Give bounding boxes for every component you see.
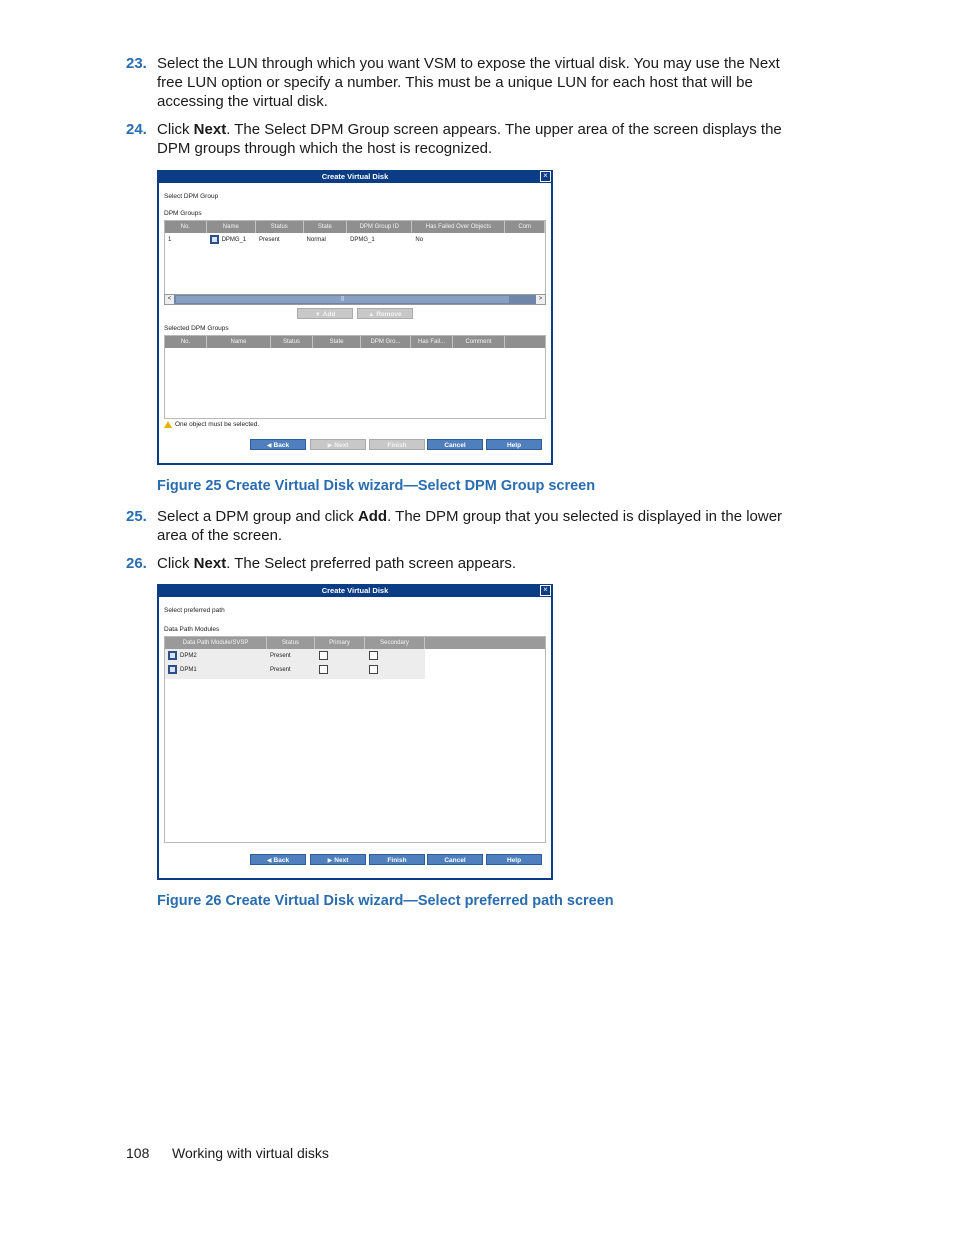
column-header[interactable]: State — [313, 336, 361, 348]
dpm-groups-table[interactable] — [164, 220, 546, 296]
arrow-down-icon: ▼ — [314, 312, 321, 318]
column-header[interactable]: Has Failed Over Objects — [412, 221, 505, 233]
finish-button[interactable]: Finish — [369, 439, 425, 450]
cell-state: Normal — [306, 237, 326, 243]
dialog-body — [159, 183, 551, 463]
primary-checkbox[interactable] — [319, 665, 328, 674]
column-header[interactable]: No. — [165, 336, 207, 348]
page-heading: Select preferred path — [164, 607, 225, 614]
table-row[interactable] — [165, 233, 545, 247]
help-button[interactable]: Help — [486, 854, 542, 865]
data-path-modules-table[interactable] — [164, 636, 546, 843]
close-icon[interactable]: × — [540, 585, 551, 596]
step-text: Click Next. The Select DPM Group screen appears. The upper area of the screen displays the DPM groups through which the host is recognized. — [157, 121, 782, 157]
table-row[interactable] — [165, 649, 545, 663]
column-header[interactable]: Data Path Module/SVSP — [165, 637, 267, 649]
scroll-right-icon[interactable]: > — [536, 295, 545, 304]
close-icon[interactable]: × — [540, 171, 551, 182]
page-footer — [126, 1145, 329, 1161]
secondary-checkbox[interactable] — [369, 651, 378, 660]
column-header[interactable]: Primary — [315, 637, 365, 649]
footer-section: Working with virtual disks — [172, 1145, 329, 1161]
cell-no: 1 — [168, 237, 172, 243]
selected-dpm-groups-table[interactable] — [164, 335, 546, 419]
step-26 — [126, 554, 796, 573]
cell-module: DPM2 — [165, 649, 267, 663]
scroll-thumb[interactable]: || — [176, 296, 509, 303]
cell-secondary — [365, 663, 425, 677]
arrow-left-icon: ◀ — [266, 858, 272, 864]
step-number: 24. — [126, 121, 147, 138]
step-23 — [126, 54, 796, 111]
next-button[interactable]: ▶ Next — [310, 439, 366, 450]
cell-group-id: DPMG_1 — [350, 237, 375, 243]
cell-status: Present — [259, 237, 280, 243]
step-number: 26. — [126, 555, 147, 572]
help-button[interactable]: Help — [486, 439, 542, 450]
column-header[interactable]: Comment — [453, 336, 505, 348]
cancel-button[interactable]: Cancel — [427, 439, 483, 450]
back-button[interactable]: ◀ Back — [250, 854, 306, 865]
column-header[interactable]: Status — [256, 221, 304, 233]
next-button[interactable]: ▶ Next — [310, 854, 366, 865]
dpm-groups-label: DPM Groups — [164, 210, 202, 217]
cancel-button[interactable]: Cancel — [427, 854, 483, 865]
arrow-right-icon: ▶ — [327, 858, 333, 864]
warning-icon — [164, 421, 172, 428]
column-header[interactable]: State — [304, 221, 348, 233]
primary-checkbox[interactable] — [319, 651, 328, 660]
selected-dpm-groups-label: Selected DPM Groups — [164, 325, 229, 332]
column-header[interactable]: DPM Gro... — [361, 336, 411, 348]
column-header[interactable]: Name — [207, 336, 271, 348]
cell-primary — [315, 663, 365, 677]
back-button[interactable]: ◀ Back — [250, 439, 306, 450]
arrow-right-icon: ▶ — [327, 443, 333, 449]
column-header[interactable]: Secondary — [365, 637, 425, 649]
remove-button[interactable]: ▲ Remove — [357, 308, 413, 319]
horizontal-scrollbar[interactable] — [164, 294, 546, 305]
step-number: 23. — [126, 55, 147, 72]
step-24 — [126, 120, 796, 158]
column-header[interactable]: No. — [165, 221, 207, 233]
column-header[interactable]: Name — [207, 221, 256, 233]
cell-comment — [505, 233, 545, 247]
page-heading: Select DPM Group — [164, 193, 219, 200]
finish-button[interactable]: Finish — [369, 854, 425, 865]
step-text: Click Next. The Select preferred path screen appears. — [157, 555, 517, 572]
arrow-left-icon: ◀ — [266, 443, 272, 449]
cell-secondary — [365, 649, 425, 663]
step-25 — [126, 507, 796, 545]
column-header[interactable]: Has Fail... — [411, 336, 453, 348]
cell-name: DPMG_1 — [207, 233, 256, 247]
create-virtual-disk-dialog-preferred-path — [157, 584, 553, 880]
dialog-title: Create Virtual Disk — [321, 172, 389, 181]
table-header — [165, 637, 545, 649]
figure-25-caption: Figure 25 Create Virtual Disk wizard—Select DPM Group screen — [157, 478, 596, 494]
step-number: 25. — [126, 508, 147, 525]
dialog-title: Create Virtual Disk — [321, 586, 389, 595]
figure-26-caption: Figure 26 Create Virtual Disk wizard—Select preferred path screen — [157, 893, 614, 909]
warning-message: One object must be selected. — [164, 421, 259, 428]
dpm-group-icon — [210, 235, 219, 244]
data-path-modules-label: Data Path Modules — [164, 626, 220, 633]
table-header — [165, 336, 545, 348]
column-header[interactable]: Status — [267, 637, 315, 649]
step-text: Select a DPM group and click Add. The DPM group that you selected is displayed in the lower area of the screen. — [157, 508, 783, 544]
dpm-module-icon — [168, 651, 177, 660]
arrow-up-icon: ▲ — [368, 312, 375, 318]
dialog-body — [159, 597, 551, 878]
dpm-module-icon — [168, 665, 177, 674]
column-header[interactable]: DPM Group ID — [347, 221, 412, 233]
scroll-left-icon[interactable]: < — [165, 295, 174, 304]
table-row[interactable] — [165, 663, 545, 677]
cell-module: DPM1 — [165, 663, 267, 677]
column-header[interactable]: Status — [271, 336, 313, 348]
secondary-checkbox[interactable] — [369, 665, 378, 674]
step-text: Select the LUN through which you want VSM to expose the virtual disk. You may use the Next free LUN option or specify a number. This must be a unique LUN for each host that will be accessing the virtual disk. — [157, 55, 780, 110]
cell-status: Present — [270, 653, 291, 659]
cell-primary — [315, 649, 365, 663]
cell-status: Present — [270, 667, 291, 673]
table-header — [165, 221, 545, 233]
cell-failed-over: No — [415, 237, 424, 243]
column-header[interactable]: Com — [505, 221, 545, 233]
add-button[interactable]: ▼ Add — [297, 308, 353, 319]
column-header-filler — [425, 637, 545, 649]
page-number: 108 — [126, 1145, 150, 1161]
create-virtual-disk-dialog-dpm-group — [157, 170, 553, 465]
